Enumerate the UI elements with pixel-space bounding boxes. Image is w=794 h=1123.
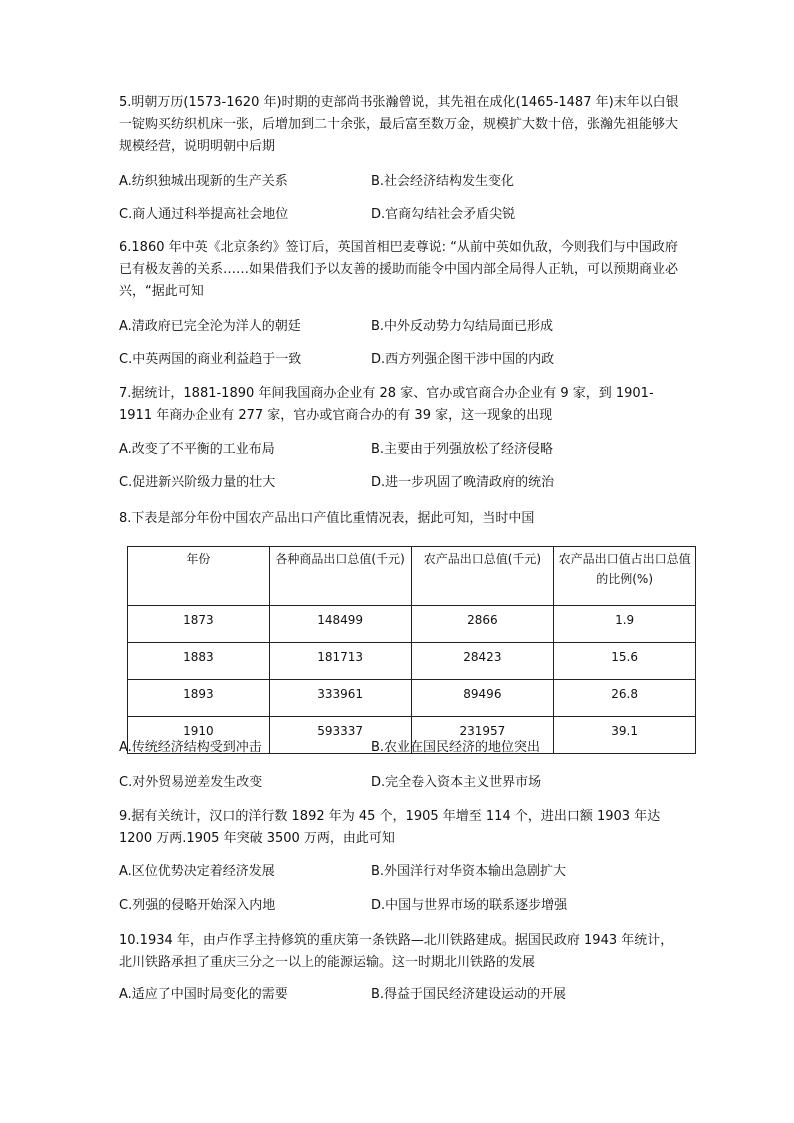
- cell-total: 593337: [269, 717, 411, 754]
- cell-total: 148499: [269, 606, 411, 643]
- cell-agri: 89496: [411, 680, 554, 717]
- question-8-stem: 8.下表是部分年份中国农产品出口产值比重情况表，据此可知，当时中国: [119, 511, 535, 526]
- question-9-stem: 9.据有关统计，汉口的洋行数 1892 年为 45 个，1905 年增至 114 个，进出口额 1903 年达 1200 万两.1905 年突破 3500 万两，由此可知: [119, 809, 661, 846]
- q7-option-c: C.促进新兴阶级力量的壮大: [119, 475, 276, 490]
- q10-option-b: B.得益于国民经济建设运动的开展: [371, 987, 567, 1002]
- q7-option-a: A.改变了不平衡的工业布局: [119, 442, 275, 457]
- cell-share: 15.6: [554, 643, 696, 680]
- q9-option-a: A.区位优势决定着经济发展: [119, 864, 275, 879]
- export-value-table: [127, 546, 696, 754]
- q10-option-a: A.适应了中国时局变化的需要: [119, 987, 288, 1002]
- cell-share: 1.9: [554, 606, 696, 643]
- table-row: [128, 680, 696, 717]
- question-7-stem: 7.据统计，1881-1890 年间我国商办企业有 28 家、官办或官商合办企业有 9 家，到 1901-1911 年商办企业有 277 家，官办或官商合办的有 39 家，这一现象的出现: [119, 386, 654, 423]
- q8-option-c: C.对外贸易逆差发生改变: [119, 775, 263, 790]
- header-total-exports: 各种商品出口总值(千元): [269, 547, 411, 606]
- q5-option-b: B.社会经济结构发生变化: [371, 174, 515, 189]
- q8-option-b: B.农业在国民经济的地位突出: [371, 740, 541, 755]
- q6-option-d: D.西方列强企图干涉中国的内政: [371, 352, 555, 367]
- cell-year: 1883: [128, 643, 270, 680]
- q5-option-a: A.纺织独城出现新的生产关系: [119, 174, 288, 189]
- q6-option-a: A.清政府已完全沦为洋人的朝廷: [119, 319, 301, 334]
- q9-option-d: D.中国与世界市场的联系逐步增强: [371, 898, 568, 913]
- header-year: 年份: [128, 547, 270, 606]
- question-6-stem: 6.1860 年中英《北京条约》签订后，英国首相巴麦尊说: “从前中英如仇敌，今则我们与中国政府已有极友善的关系……如果借我们予以友善的援助而能令中国内部全局得人正轨，可以预期商业必兴，“据此可知: [119, 240, 679, 299]
- q7-option-d: D.进一步巩固了晚清政府的统治: [371, 475, 555, 490]
- q7-option-b: B.主要由于列强放松了经济侵略: [371, 442, 554, 457]
- q9-option-b: B.外国洋行对华资本输出急剧扩大: [371, 864, 567, 879]
- cell-total: 181713: [269, 643, 411, 680]
- question-5-stem: 5.明朝万历(1573-1620 年)时期的吏部尚书张瀚曾说，其先祖在成化(1465-1487 年)末年以白银一锭购买纺织机床一张，后增加到二十余张，最后富至数万金，规模扩大数十倍，张瀚先祖能够大规模经营，说明明朝中后期: [119, 95, 679, 154]
- q9-option-c: C.列强的侵略开始深入内地: [119, 898, 276, 913]
- table-row: [128, 606, 696, 643]
- q6-option-c: C.中英两国的商业利益趋于一致: [119, 352, 302, 367]
- header-agri-share: 农产品出口值占出口总值的比例(%): [554, 547, 696, 606]
- q5-option-d: D.官商勾结社会矛盾尖锐: [371, 207, 516, 222]
- q6-option-b: B.中外反动势力勾结局面已形成: [371, 319, 554, 334]
- table-header-row: [128, 547, 696, 606]
- cell-agri: 231957: [411, 717, 554, 754]
- cell-share: 26.8: [554, 680, 696, 717]
- cell-share: 39.1: [554, 717, 696, 754]
- header-agri-exports: 农产品出口总值(千元): [411, 547, 554, 606]
- cell-agri: 2866: [411, 606, 554, 643]
- cell-agri: 28423: [411, 643, 554, 680]
- question-10-stem: 10.1934 年，由卢作孚主持修筑的重庆第一条铁路—北川铁路建成。据国民政府 1943 年统计，北川铁路承担了重庆三分之一以上的能源运输。这一时期北川铁路的发展: [119, 933, 674, 970]
- q8-option-d: D.完全卷入资本主义世界市场: [371, 775, 542, 790]
- cell-year: 1873: [128, 606, 270, 643]
- cell-year: 1893: [128, 680, 270, 717]
- table-row: [128, 643, 696, 680]
- q5-option-c: C.商人通过科举提高社会地位: [119, 207, 289, 222]
- q8-option-a: A.传统经济结构受到冲击: [119, 740, 262, 755]
- cell-total: 333961: [269, 680, 411, 717]
- cell-year: 1910: [128, 717, 270, 754]
